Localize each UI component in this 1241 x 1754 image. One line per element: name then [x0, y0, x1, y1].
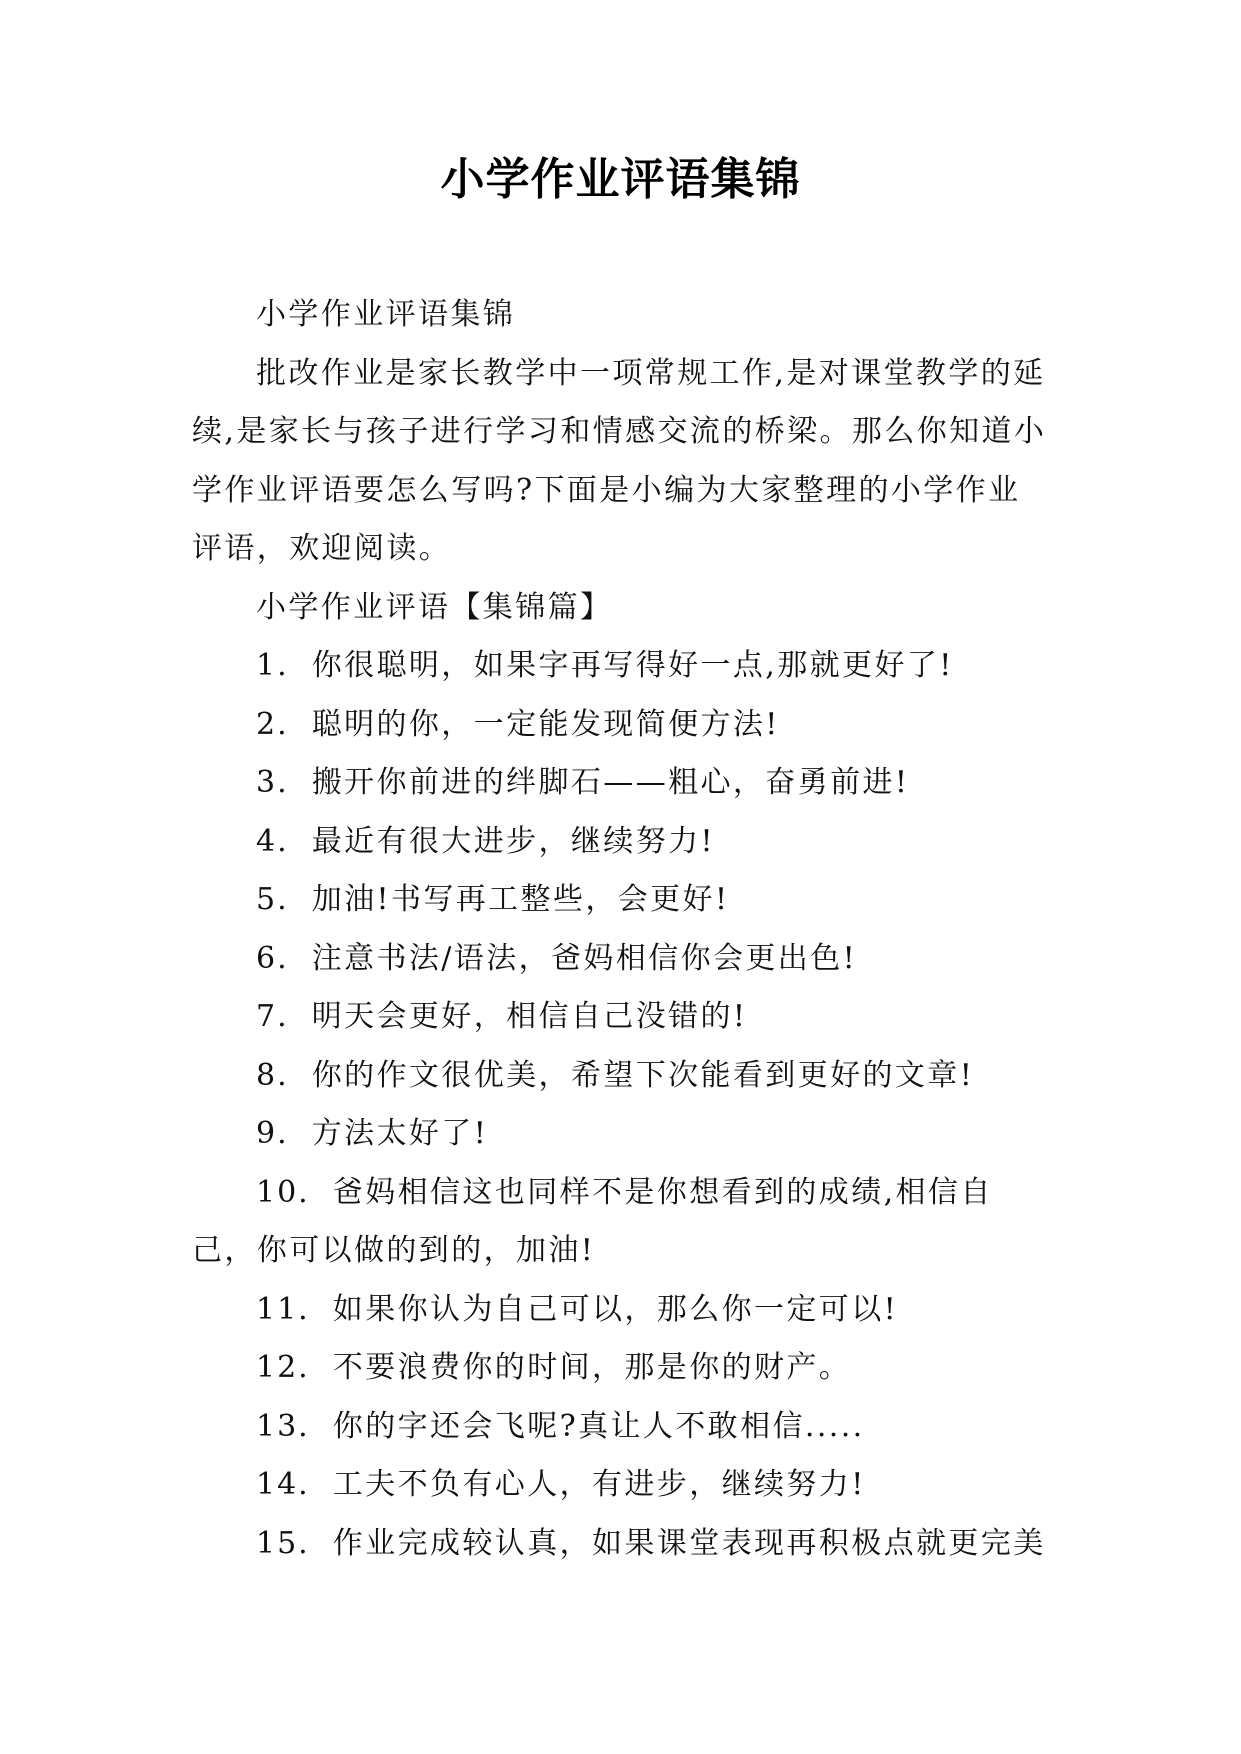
- item-number: 15.: [256, 1525, 310, 1561]
- list-item: [192, 813, 1052, 872]
- comment-list: [192, 637, 1052, 1573]
- item-text: 聪明的你，一定能发现简便方法!: [311, 706, 780, 742]
- item-text: 作业完成较认真，如果课堂表现再积极点就更完美: [332, 1525, 1046, 1561]
- list-item: [192, 1398, 1052, 1457]
- list-item: [192, 754, 1052, 813]
- list-item: [192, 1339, 1052, 1398]
- item-number: 11.: [256, 1291, 310, 1327]
- intro-paragraph: 批改作业是家长教学中一项常规工作,是对课堂教学的延续,是家长与孩子进行学习和情感交流的桥梁。那么你知道小学作业评语要怎么写吗?下面是小编为大家整理的小学作业评语，欢迎阅读。: [192, 355, 1047, 566]
- section-heading: 小学作业评语【集锦篇】: [256, 589, 613, 625]
- item-number: 4.: [256, 823, 289, 859]
- item-number: 3.: [256, 765, 289, 800]
- document-subtitle: 小学作业评语集锦: [256, 297, 516, 332]
- item-text: 最近有很大进步，继续努力!: [311, 823, 715, 859]
- item-number: 8.: [256, 1057, 289, 1093]
- item-number: 5.: [256, 882, 289, 917]
- list-item: [192, 930, 1052, 989]
- item-text: 注意书法/语法，爸妈相信你会更出色!: [311, 940, 858, 976]
- item-number: 2.: [256, 706, 289, 742]
- item-text: 工夫不负有心人，有进步，继续努力!: [332, 1467, 866, 1502]
- item-text: 搬开你前进的绊脚石——粗心，奋勇前进!: [311, 765, 910, 800]
- item-text: 如果你认为自己可以，那么你一定可以!: [332, 1291, 899, 1327]
- list-item: [192, 1515, 1052, 1574]
- item-text: 你的作文很优美，希望下次能看到更好的文章!: [311, 1057, 975, 1093]
- item-number: 12.: [256, 1350, 310, 1385]
- document-title: 小学作业评语集锦: [440, 154, 801, 205]
- list-item: [192, 871, 1052, 930]
- item-number: 7.: [256, 999, 289, 1034]
- item-text: 你的字还会飞呢?真让人不敢相信.....: [332, 1408, 865, 1444]
- list-item: [192, 696, 1052, 755]
- list-item: [192, 1047, 1052, 1106]
- item-number: 14.: [256, 1467, 310, 1502]
- list-item: [192, 988, 1052, 1047]
- list-item: [192, 1164, 1052, 1281]
- item-number: 6.: [256, 940, 289, 976]
- item-text: 爸妈相信这也同样不是你想看到的成绩,相信自己，你可以做的到的，加油!: [192, 1174, 993, 1268]
- document-body: [192, 286, 1052, 1573]
- item-number: 10.: [256, 1174, 310, 1210]
- item-number: 9.: [256, 1116, 289, 1151]
- list-item: [192, 1456, 1052, 1515]
- item-text: 你很聪明，如果字再写得好一点,那就更好了!: [311, 648, 954, 683]
- item-text: 明天会更好，相信自己没错的!: [311, 999, 748, 1034]
- item-number: 13.: [256, 1408, 310, 1444]
- item-text: 方法太好了!: [311, 1116, 489, 1151]
- item-text: 不要浪费你的时间，那是你的财产。: [332, 1350, 852, 1385]
- item-number: 1.: [256, 648, 289, 683]
- list-item: [192, 1281, 1052, 1340]
- list-item: [192, 637, 1052, 696]
- list-item: [192, 1105, 1052, 1164]
- item-text: 加油!书写再工整些，会更好!: [311, 882, 730, 917]
